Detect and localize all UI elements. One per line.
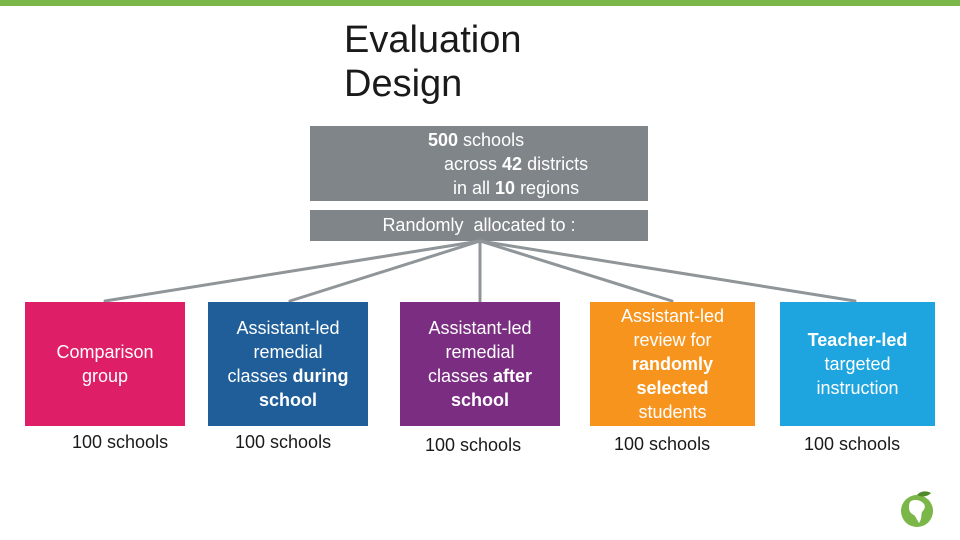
group-line (621, 352, 724, 376)
group-count-review: 100 schools (614, 434, 711, 454)
summary-districts-text: districts (522, 154, 589, 174)
group-line (428, 388, 532, 412)
group-text-after-school (428, 316, 532, 412)
connector-line-2 (290, 241, 480, 301)
group-line-bold: after (493, 366, 533, 386)
summary-districts-pre: across (444, 154, 503, 174)
group-line: Comparison (56, 342, 154, 362)
group-line-bold: selected (636, 378, 709, 398)
group-line: group (81, 366, 129, 386)
group-line (808, 328, 908, 352)
group-card-after-school (400, 302, 560, 426)
group-card-review (590, 302, 755, 426)
group-line-bold: randomly (631, 354, 713, 374)
summary-regions-pre: in all (453, 178, 496, 198)
group-line: students (638, 402, 707, 422)
summary-regions-number: 10 (495, 178, 516, 198)
summary-schools-number: 500 (428, 130, 459, 150)
group-line: review for (633, 330, 712, 350)
group-line: instruction (816, 378, 899, 398)
connector-line-4 (480, 241, 672, 301)
group-line (428, 364, 532, 388)
group-text-teacher-led (808, 328, 908, 400)
connector-line-1 (105, 241, 480, 301)
group-line (227, 364, 348, 388)
group-line-pre: classes (227, 366, 293, 386)
group-line: Assistant-led (236, 318, 340, 338)
group-line-bold: school (258, 390, 317, 410)
group-text-comparison (56, 340, 153, 388)
title-line-2: Design (344, 63, 463, 105)
group-line-bold: school (450, 390, 509, 410)
group-card-teacher-led (780, 302, 935, 426)
group-text-during-school (227, 316, 348, 412)
group-line: Assistant-led (428, 318, 532, 338)
summary-districts-number: 42 (502, 154, 523, 174)
connector-line-5 (480, 241, 855, 301)
group-line-pre: classes (427, 366, 493, 386)
group-count-comparison: 100 schools (72, 432, 169, 452)
group-line: remedial (253, 342, 323, 362)
group-line (227, 388, 348, 412)
group-card-comparison (25, 302, 185, 426)
group-line: remedial (445, 342, 515, 362)
group-card-during-school (208, 302, 368, 426)
summary-regions-text: regions (515, 178, 580, 198)
group-count-after-school: 100 schools (425, 435, 522, 455)
title-line-1: Evaluation (344, 19, 522, 61)
group-count-during-school: 100 schools (235, 432, 332, 452)
group-line-bold: during (292, 366, 349, 386)
group-text-review (621, 304, 724, 424)
globe-leaf-icon (897, 490, 937, 530)
group-line-bold: Teacher-led (807, 330, 908, 350)
group-count-teacher-led: 100 schools (804, 434, 901, 454)
group-line: targeted (824, 354, 891, 374)
allocation-label: Randomly allocated to : (382, 215, 576, 235)
group-line (621, 376, 724, 400)
summary-schools-text: schools (458, 130, 525, 150)
group-line: Assistant-led (620, 306, 725, 326)
